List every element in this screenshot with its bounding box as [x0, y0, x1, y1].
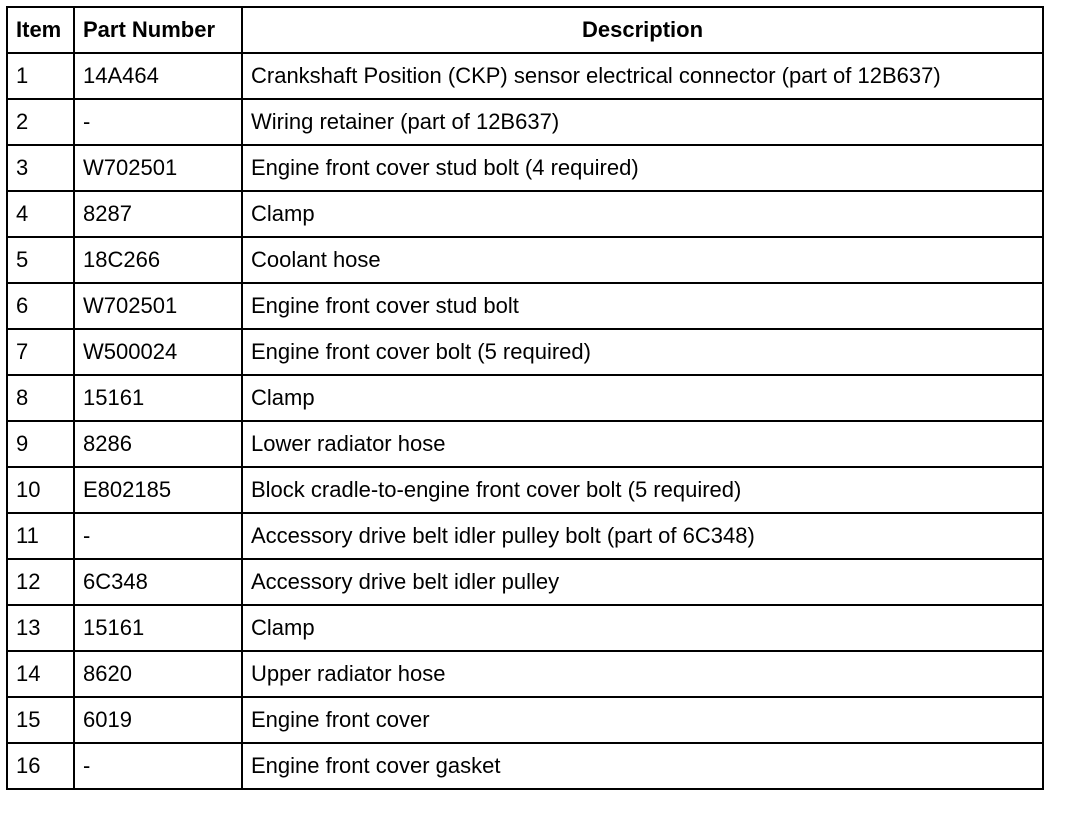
- table-row: [7, 559, 1043, 605]
- cell-description: Crankshaft Position (CKP) sensor electrical connector (part of 12B637): [242, 53, 1043, 99]
- cell-description: Engine front cover: [242, 697, 1043, 743]
- cell-description: Engine front cover bolt (5 required): [242, 329, 1043, 375]
- cell-item: 4: [7, 191, 74, 237]
- cell-item: 14: [7, 651, 74, 697]
- cell-item: 12: [7, 559, 74, 605]
- cell-part-number: 14A464: [74, 53, 242, 99]
- cell-part-number: W702501: [74, 283, 242, 329]
- cell-description: Clamp: [242, 375, 1043, 421]
- cell-item: 2: [7, 99, 74, 145]
- cell-description: Accessory drive belt idler pulley bolt (part of 6C348): [242, 513, 1043, 559]
- cell-description: Upper radiator hose: [242, 651, 1043, 697]
- table-row: [7, 605, 1043, 651]
- table-row: [7, 421, 1043, 467]
- cell-part-number: 8620: [74, 651, 242, 697]
- table-row: [7, 743, 1043, 789]
- cell-item: 6: [7, 283, 74, 329]
- cell-part-number: 6019: [74, 697, 242, 743]
- parts-table: [6, 6, 1044, 790]
- cell-part-number: -: [74, 743, 242, 789]
- cell-description: Coolant hose: [242, 237, 1043, 283]
- table-row: [7, 283, 1043, 329]
- cell-part-number: 18C266: [74, 237, 242, 283]
- cell-item: 13: [7, 605, 74, 651]
- cell-part-number: -: [74, 513, 242, 559]
- header-item: Item: [7, 7, 74, 53]
- table-row: [7, 651, 1043, 697]
- cell-part-number: W702501: [74, 145, 242, 191]
- cell-item: 5: [7, 237, 74, 283]
- table-row: [7, 99, 1043, 145]
- cell-description: Engine front cover stud bolt: [242, 283, 1043, 329]
- cell-part-number: 15161: [74, 375, 242, 421]
- cell-part-number: 8286: [74, 421, 242, 467]
- cell-item: 3: [7, 145, 74, 191]
- cell-part-number: E802185: [74, 467, 242, 513]
- cell-part-number: -: [74, 99, 242, 145]
- cell-item: 10: [7, 467, 74, 513]
- cell-description: Clamp: [242, 605, 1043, 651]
- table-row: [7, 329, 1043, 375]
- header-description: Description: [242, 7, 1043, 53]
- cell-item: 15: [7, 697, 74, 743]
- cell-item: 7: [7, 329, 74, 375]
- table-row: [7, 697, 1043, 743]
- table-row: [7, 237, 1043, 283]
- cell-item: 16: [7, 743, 74, 789]
- cell-item: 11: [7, 513, 74, 559]
- cell-part-number: 8287: [74, 191, 242, 237]
- table-row: [7, 145, 1043, 191]
- header-part-number: Part Number: [74, 7, 242, 53]
- cell-part-number: 15161: [74, 605, 242, 651]
- cell-description: Clamp: [242, 191, 1043, 237]
- table-header-row: [7, 7, 1043, 53]
- cell-part-number: 6C348: [74, 559, 242, 605]
- cell-item: 1: [7, 53, 74, 99]
- cell-description: Block cradle-to-engine front cover bolt (5 required): [242, 467, 1043, 513]
- cell-part-number: W500024: [74, 329, 242, 375]
- cell-description: Engine front cover gasket: [242, 743, 1043, 789]
- cell-description: Wiring retainer (part of 12B637): [242, 99, 1043, 145]
- cell-description: Engine front cover stud bolt (4 required): [242, 145, 1043, 191]
- cell-description: Lower radiator hose: [242, 421, 1043, 467]
- cell-description: Accessory drive belt idler pulley: [242, 559, 1043, 605]
- table-row: [7, 53, 1043, 99]
- cell-item: 9: [7, 421, 74, 467]
- table-row: [7, 513, 1043, 559]
- table-row: [7, 467, 1043, 513]
- table-row: [7, 375, 1043, 421]
- table-row: [7, 191, 1043, 237]
- cell-item: 8: [7, 375, 74, 421]
